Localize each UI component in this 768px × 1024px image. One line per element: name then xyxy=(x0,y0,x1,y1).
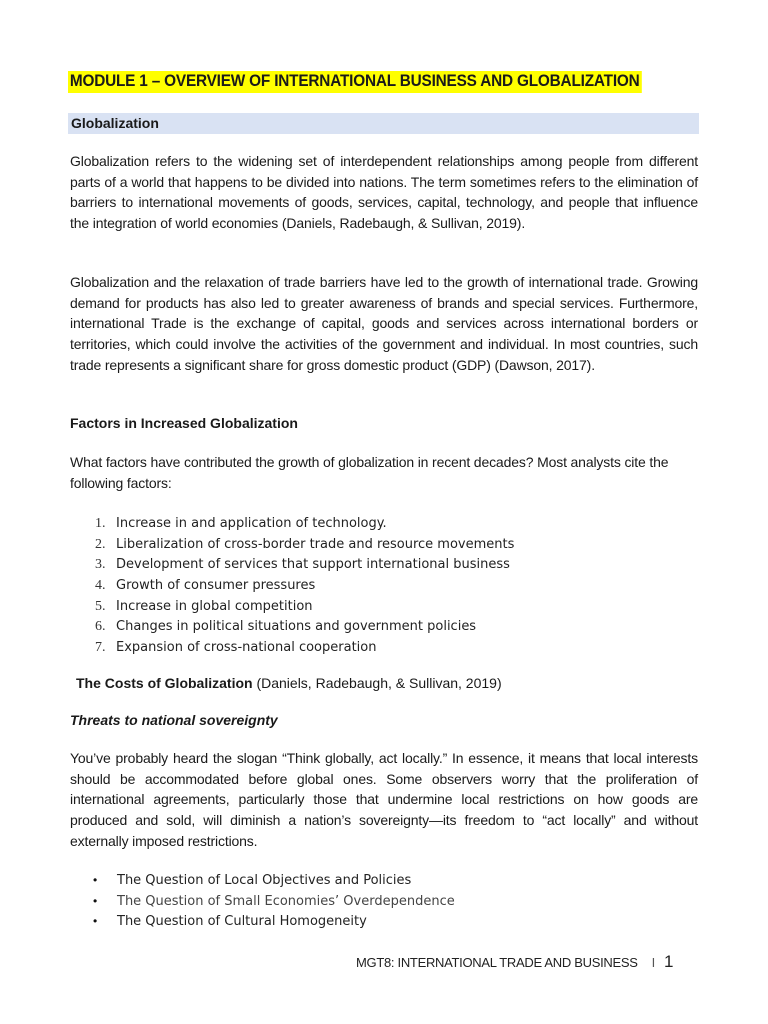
factors-intro: What factors have contributed the growth of globalization in recent decades? Most analysts cite the following factors: xyxy=(70,454,669,491)
list-item xyxy=(95,615,514,636)
list-item xyxy=(93,891,455,912)
footer-separator: I xyxy=(651,955,655,970)
list-item-text: Growth of consumer pressures xyxy=(116,578,316,594)
page-footer xyxy=(356,952,673,972)
list-number: 6. xyxy=(95,619,106,635)
section-header-globalization xyxy=(68,113,699,134)
list-item-text: The Question of Cultural Homogeneity xyxy=(117,914,367,930)
paragraph-sovereignty: You’ve probably heard the slogan “Think globally, act locally.” In essence, it means that local interests should be accommodated before global ones. Some observers worry that the proliferation of international agreements, particularly those that undermine local restrictions on how goods are produced and sold, will diminish a nation’s sovereignty—its freedom to “act locally” and without externally imposed restrictions. xyxy=(70,750,698,849)
list-item-text: Expansion of cross-national cooperation xyxy=(116,640,377,656)
bullet-icon: • xyxy=(93,873,98,887)
page-number: 1 xyxy=(663,952,674,971)
list-number: 4. xyxy=(95,578,106,594)
factors-heading: Factors in Increased Globalization xyxy=(70,415,298,431)
list-number: 2. xyxy=(95,536,106,552)
costs-heading: The Costs of Globalization xyxy=(76,675,253,691)
bullet-icon: • xyxy=(93,893,98,908)
list-number: 1. xyxy=(95,516,106,531)
footer-course-title: MGT8: INTERNATIONAL TRADE AND BUSINESS xyxy=(356,955,638,970)
list-item-text: Development of services that support international business xyxy=(116,557,510,573)
list-item-text: The Question of Small Economies’ Overdependence xyxy=(117,893,455,909)
list-item-text: Liberalization of cross-border trade and resource movements xyxy=(116,536,515,552)
paragraph-trade-growth: Globalization and the relaxation of trade barriers have led to the growth of international trade. Growing demand for products has also led to greater awareness of brands and special services. Furthermore, international Trade is the exchange of capital, goods and services across international borders or territories, which could involve the activities of the government and individual. In most countries, such trade represents a significant share for gross domestic product (GDP) (Dawson, 2017). xyxy=(70,274,698,373)
costs-citation: (Daniels, Radebaugh, & Sullivan, 2019) xyxy=(252,675,502,691)
list-item-text: Changes in political situations and government policies xyxy=(116,619,477,635)
costs-heading-line xyxy=(76,675,502,692)
sovereignty-questions-list xyxy=(93,870,455,932)
list-item xyxy=(93,870,455,891)
threats-heading: Threats to national sovereignty xyxy=(70,712,278,728)
list-number: 7. xyxy=(95,640,106,656)
list-item xyxy=(93,911,455,932)
list-item xyxy=(95,512,514,533)
paragraph-globalization-definition: Globalization refers to the widening set of interdependent relationships among people from different parts of a world that happens to be divided into nations. The term sometimes refers to the elimination of barriers to international movements of goods, services, capital, technology, and people that influence the integration of world economies (Daniels, Radebaugh, & Sullivan, 2019). xyxy=(70,153,698,232)
list-item xyxy=(95,533,514,554)
list-item xyxy=(95,595,514,616)
list-item xyxy=(95,553,514,574)
list-item xyxy=(95,636,514,657)
list-item-text: Increase in and application of technology. xyxy=(116,516,387,531)
list-item xyxy=(95,574,514,595)
list-number: 3. xyxy=(95,557,106,573)
list-item-text: Increase in global competition xyxy=(116,598,313,614)
list-item-text: The Question of Local Objectives and Policies xyxy=(117,873,412,888)
section-title: Globalization xyxy=(71,115,159,131)
factors-list xyxy=(95,512,514,657)
bullet-icon: • xyxy=(93,914,98,929)
module-title: MODULE 1 – OVERVIEW OF INTERNATIONAL BUSINESS AND GLOBALIZATION xyxy=(68,71,641,93)
list-number: 5. xyxy=(95,598,106,614)
